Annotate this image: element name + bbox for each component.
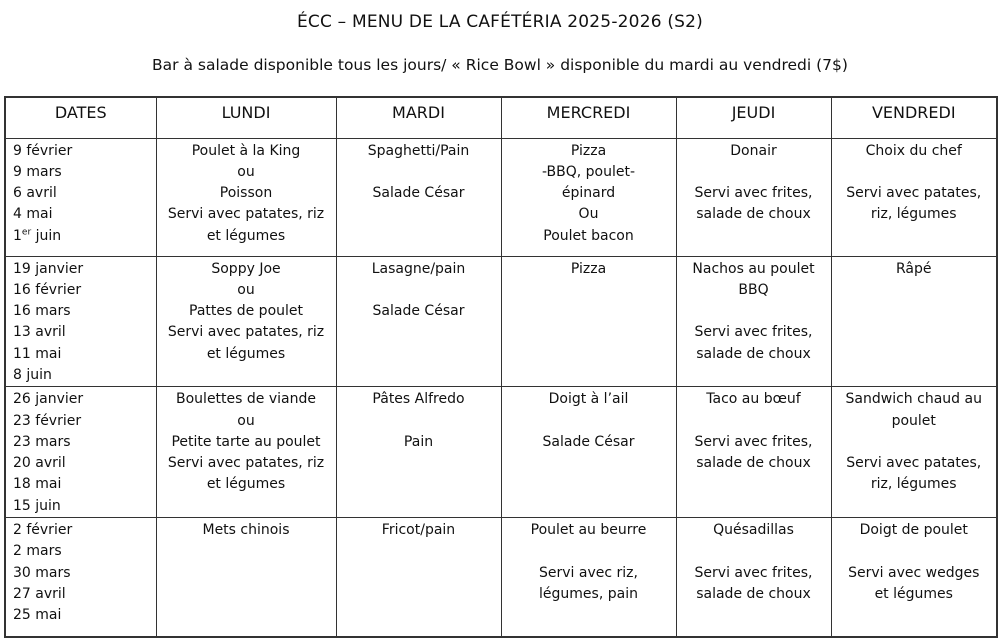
- mercredi-cell: Doigt à l’ail Salade César: [501, 387, 676, 518]
- table-row: [5, 138, 997, 256]
- date-item: 16 mars: [13, 303, 71, 320]
- vendredi-cell: Doigt de poulet Servi avec wedges et légumes: [831, 518, 997, 638]
- table-row: [5, 387, 997, 518]
- header-jeudi: JEUDI: [676, 97, 831, 138]
- menu-table: [4, 96, 998, 638]
- date-item: 9 février: [13, 142, 73, 159]
- date-item: 25 mai: [13, 607, 62, 624]
- date-item: 9 mars: [13, 163, 62, 180]
- jeudi-cell: Nachos au poulet BBQ Servi avec frites, salade de choux: [676, 256, 831, 387]
- table-row: [5, 518, 997, 638]
- header-mercredi: MERCREDI: [501, 97, 676, 138]
- vendredi-cell: Choix du chef Servi avec patates, riz, légumes: [831, 138, 997, 256]
- mercredi-cell: Pizza -BBQ, poulet- épinard Ou Poulet bacon: [501, 138, 676, 256]
- date-item: 23 mars: [13, 433, 71, 450]
- dates-cell: [5, 518, 156, 638]
- mercredi-cell: Pizza: [501, 256, 676, 387]
- date-item: 11 mai: [13, 345, 62, 362]
- dates-cell: [5, 256, 156, 387]
- jeudi-cell: Taco au bœuf Servi avec frites, salade de choux: [676, 387, 831, 518]
- jeudi-cell: Quésadillas Servi avec frites, salade de choux: [676, 518, 831, 638]
- header-dates: DATES: [5, 97, 156, 138]
- date-item: 15 juin: [13, 497, 61, 514]
- dates-cell: [5, 387, 156, 518]
- date-item: 6 avril: [13, 185, 57, 202]
- menu-title: ÉCC – MENU DE LA CAFÉTÉRIA 2025-2026 (S2): [296, 12, 704, 32]
- header-vendredi: VENDREDI: [831, 97, 997, 138]
- mardi-cell: Lasagne/pain Salade César: [336, 256, 501, 387]
- date-item: 2 mars: [13, 543, 62, 560]
- vendredi-cell: Râpé: [831, 256, 997, 387]
- date-item: 27 avril: [13, 585, 66, 602]
- header-lundi: LUNDI: [156, 97, 336, 138]
- menu-subtitle: Bar à salade disponible tous les jours/ « Rice Bowl » disponible du mardi au vendredi (7$): [152, 56, 848, 74]
- table-row: [5, 256, 997, 387]
- mardi-cell: Fricot/pain: [336, 518, 501, 638]
- mercredi-cell: Poulet au beurre Servi avec riz, légumes, pain: [501, 518, 676, 638]
- lundi-cell: Poulet à la King ou Poisson Servi avec patates, riz et légumes: [156, 138, 336, 256]
- date-item: 19 janvier: [13, 260, 84, 277]
- header-row: [5, 97, 997, 138]
- vendredi-cell: Sandwich chaud au poulet Servi avec patates, riz, légumes: [831, 387, 997, 518]
- date-item: 23 février: [13, 412, 82, 429]
- date-item: 13 avril: [13, 324, 66, 341]
- date-item: 2 février: [13, 522, 73, 539]
- date-item: 4 mai: [13, 206, 53, 223]
- lundi-cell: Soppy Joe ou Pattes de poulet Servi avec patates, riz et légumes: [156, 256, 336, 387]
- jeudi-cell: Donair Servi avec frites, salade de choux: [676, 138, 831, 256]
- date-item: 18 mai: [13, 476, 62, 493]
- lundi-cell: Boulettes de viande ou Petite tarte au poulet Servi avec patates, riz et légumes: [156, 387, 336, 518]
- date-item: 16 février: [13, 281, 82, 298]
- dates-cell: [5, 138, 156, 256]
- date-item: 20 avril: [13, 455, 66, 472]
- date-item: 26 janvier: [13, 391, 84, 408]
- mardi-cell: Spaghetti/Pain Salade César: [336, 138, 501, 256]
- header-mardi: MARDI: [336, 97, 501, 138]
- date-item: 8 juin: [13, 366, 52, 383]
- mardi-cell: Pâtes Alfredo Pain: [336, 387, 501, 518]
- date-item: 30 mars: [13, 564, 71, 581]
- lundi-cell: Mets chinois: [156, 518, 336, 638]
- date-item: 1er juin: [13, 227, 62, 244]
